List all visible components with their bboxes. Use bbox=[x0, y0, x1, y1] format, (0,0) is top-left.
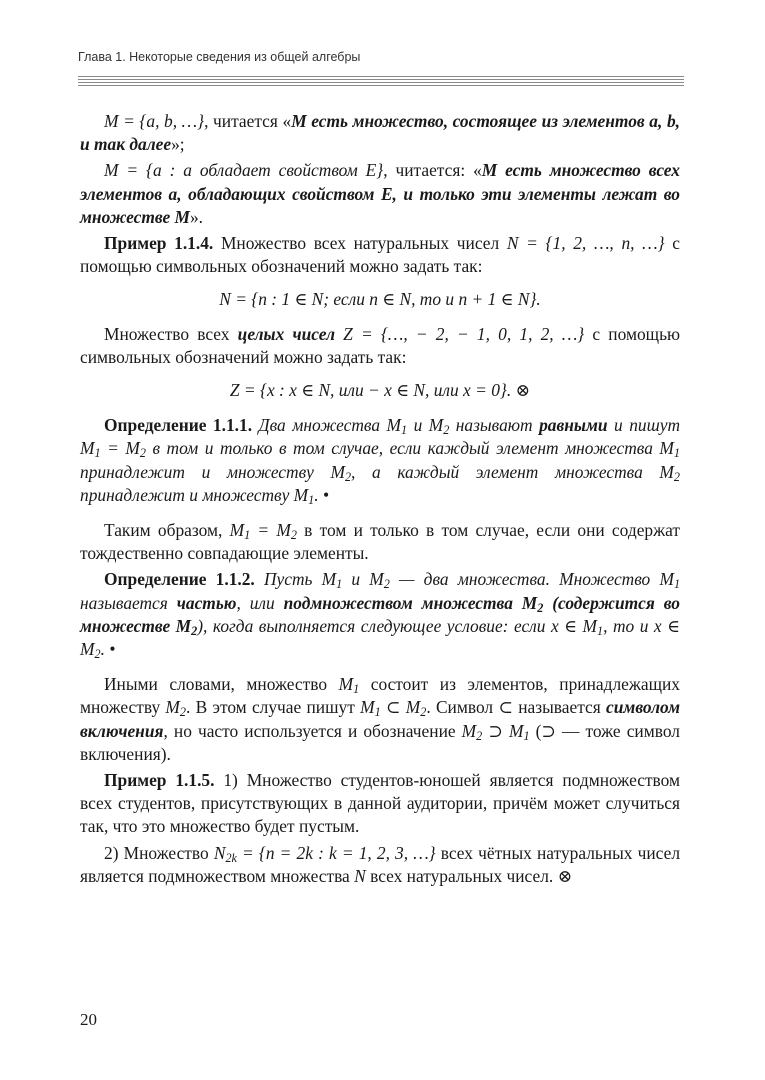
definition-1-1-1: Определение 1.1.1. Два множества $M_1$ и $M_2$ называют равными и пишут $M_1 = M_2$ в том и только в том случае, если каждый элемент множества $M_1$ принадлежит и множеству $M_2$, а каждый элемент множества $M_2$ принадлежит и множеству $M_1$. • bbox=[80, 415, 681, 507]
page-number: 20 bbox=[80, 1010, 97, 1029]
formula-integers: Z = {x : x ∈ N, или − x ∈ N, или x = 0}. ⊗ bbox=[229, 380, 531, 401]
header-rule bbox=[78, 82, 684, 83]
paragraph-integers: Множество всех целых чисел Z = {…, − 2, − 1, 0, 1, 2, …} с помощью символьных обозначений можно задать так: bbox=[80, 323, 680, 367]
header-rule bbox=[78, 76, 684, 77]
example-1-1-4: Пример 1.1.4. Множество всех натуральных чисел N = {1, 2, …, n, …} с помощью символьных обозначений можно задать так: bbox=[80, 233, 680, 277]
paragraph-set-notation: M = {a, b, …}, читается «M есть множество, состоящее из элементов a, b, и так далее»; bbox=[80, 111, 680, 155]
formula-natural-numbers: N = {n : 1 ∈ N; если n ∈ N, то и n + 1 ∈ N}. bbox=[219, 289, 541, 310]
running-header: Глава 1. Некоторые сведения из общей алгебры bbox=[78, 50, 361, 64]
header-rule bbox=[78, 79, 684, 80]
example-1-1-5: Пример 1.1.5. 1) Множество студентов-юношей является подмножеством всех студентов, присутствующих в данной аудитории, причём может случиться так, что это множество будет пустым. bbox=[80, 770, 681, 837]
header-rule bbox=[78, 85, 684, 86]
paragraph-set-property: M = {a : a обладает свойством E}, читается: «M есть множество всех элементов a, обладающих свойством E, и только эти элементы лежат во множестве M». bbox=[80, 160, 680, 227]
page-body bbox=[80, 110, 680, 888]
paragraph-equality: Таким образом, $M_1 = M_2$ в том и только в том случае, если они содержат тождественно совпадающие элементы. bbox=[80, 520, 680, 564]
paragraph-inclusion: Иными словами, множество $M_1$ состоит из элементов, принадлежащих множеству $M_2$. В этом случае пишут $M_1$ ⊂ $M_2$. Символ ⊂ называется символом включения, но часто используется и обозначение $M_2$ ⊃ $M_1$ (⊃ — тоже символ включения). bbox=[80, 674, 680, 764]
definition-1-1-2: Определение 1.1.2. Пусть $M_1$ и $M_2$ — два множества. Множество $M_1$ называется частью, или подмножеством множества $M_2$ (содержится во множестве $M_2$), когда выполняется следующее условие: если x ∈ $M_1$, то и x ∈ $M_2$. • bbox=[80, 569, 681, 662]
example-1-1-5-part-2: 2) Множество $N_{2k} = \{n = 2k$ : k = 1, 2, 3, …} всех чётных натуральных чисел является подмножеством множества N всех натуральных чисел. ⊗ bbox=[80, 842, 681, 886]
